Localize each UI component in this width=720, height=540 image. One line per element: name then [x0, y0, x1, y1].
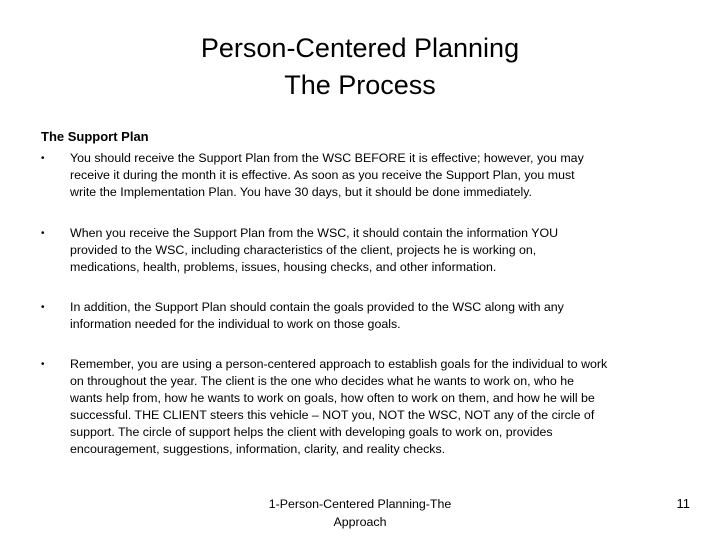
bullet-text-line: You should receive the Support Plan from the WSC BEFORE it is effective; however, you may	[70, 151, 584, 165]
bullet-text-line: When you receive the Support Plan from the WSC, it should contain the information YOU	[70, 226, 559, 240]
slide-title	[0, 30, 720, 104]
bullet-item	[41, 150, 691, 201]
bullet-icon: •	[41, 302, 45, 313]
bullet-text-line: In addition, the Support Plan should contain the goals provided to the WSC along with any	[70, 300, 564, 314]
bullet-icon: •	[41, 228, 45, 239]
title-line-2: The Process	[284, 70, 436, 100]
bullet-item	[41, 356, 691, 458]
bullet-text-line: successful. THE CLIENT steers this vehicle – NOT you, NOT the WSC, NOT any of the circle of	[70, 408, 595, 422]
bullet-icon: •	[41, 359, 45, 370]
bullet-text-line: receive it during the month it is effective. As soon as you receive the Support Plan, you must	[70, 168, 575, 182]
footer-title-line-2: Approach	[333, 515, 387, 529]
bullet-text-line: provided to the WSC, including characteristics of the client, projects he is working on,	[70, 243, 537, 257]
section-heading: The Support Plan	[41, 129, 149, 144]
footer-title-line-1: 1-Person-Centered Planning-The	[268, 497, 452, 511]
title-line-1: Person-Centered Planning	[200, 33, 520, 63]
page-number: 11	[676, 496, 690, 511]
bullet-item	[41, 225, 691, 276]
bullet-text-line: support. The circle of support helps the client with developing goals to work on, provides	[70, 425, 553, 439]
bullet-text-line: Remember, you are using a person-centered approach to establish goals for the individual to work	[70, 357, 608, 371]
bullet-text-line: encouragement, suggestions, information, clarity, and reality checks.	[70, 442, 446, 456]
footer-title	[200, 495, 520, 531]
bullet-text-line: wants help from, how he wants to work on goals, how often to work on them, and how he will be	[70, 391, 595, 405]
bullet-text-line: on throughout the year. The client is the one who decides what he wants to work on, who he	[70, 374, 574, 388]
bullet-text-line: medications, health, problems, issues, housing checks, and other information.	[70, 260, 497, 274]
bullet-text-line: write the Implementation Plan. You have 30 days, but it should be done immediately.	[70, 185, 532, 199]
bullet-list	[41, 150, 691, 458]
bullet-icon: •	[41, 153, 45, 164]
bullet-item	[41, 299, 691, 333]
bullet-text-line: information needed for the individual to work on those goals.	[70, 317, 401, 331]
